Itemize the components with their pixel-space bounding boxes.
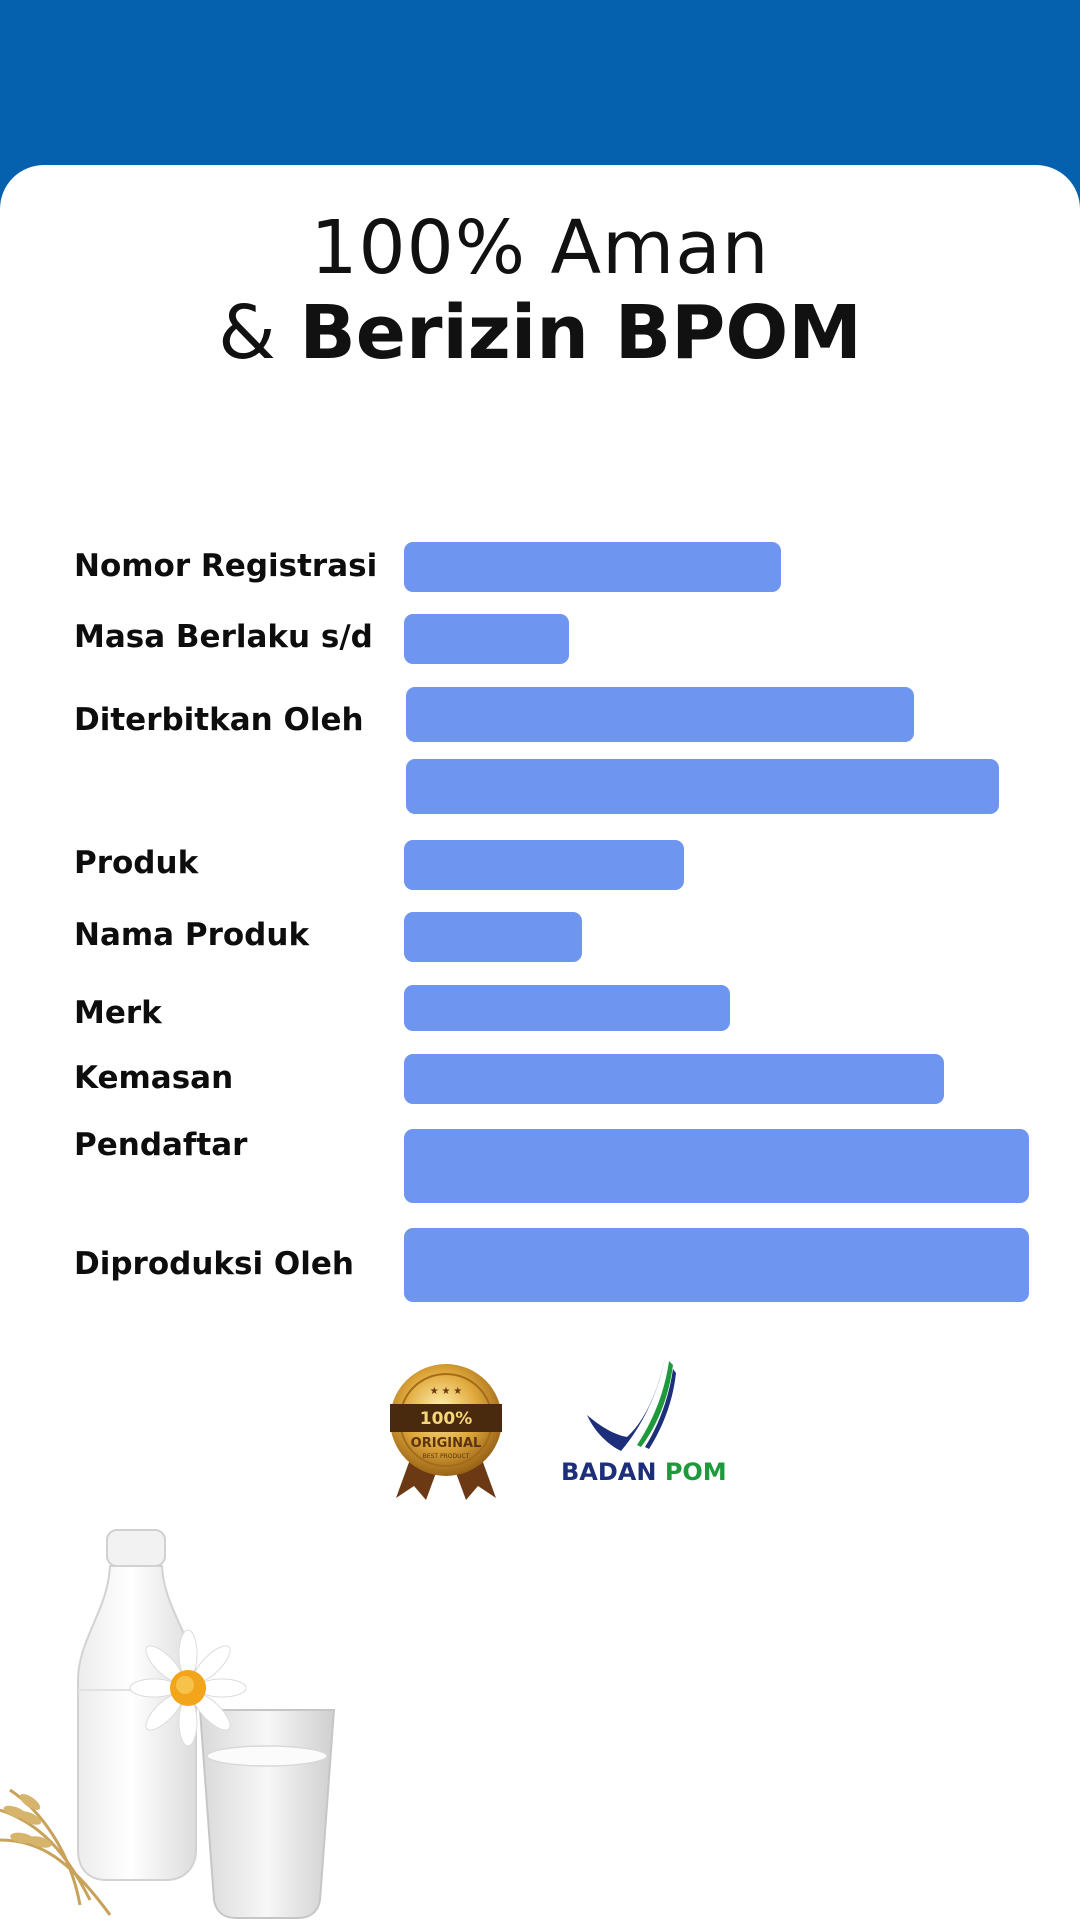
bpom-word-pom: POM [664, 1458, 727, 1486]
redacted-value-kemasan [404, 1054, 944, 1104]
badan-pom-wordmark [561, 1458, 727, 1486]
bpom-word-badan: BADAN [561, 1458, 657, 1486]
seal-original: ORIGINAL [410, 1436, 482, 1451]
label-merk: Merk [74, 995, 162, 1031]
seal-percent: 100% [419, 1409, 473, 1429]
seal-sub: BEST PRODUCT [422, 1453, 470, 1460]
original-seal-icon [382, 1358, 510, 1502]
redacted-value-diterbitkan-oleh-1 [406, 687, 914, 742]
title-line-2 [0, 290, 1080, 376]
svg-text:★ ★ ★: ★ ★ ★ [429, 1386, 463, 1397]
redacted-value-nomor-registrasi [404, 542, 781, 592]
redacted-value-masa-berlaku [404, 614, 569, 664]
redacted-value-merk [404, 985, 730, 1031]
label-masa-berlaku: Masa Berlaku s/d [74, 619, 373, 655]
label-nomor-registrasi: Nomor Registrasi [74, 548, 378, 584]
redacted-value-diproduksi-oleh [404, 1228, 1029, 1302]
redacted-value-diterbitkan-oleh-2 [406, 759, 999, 814]
label-diterbitkan-oleh: Diterbitkan Oleh [74, 702, 364, 738]
label-produk: Produk [74, 845, 199, 881]
milk-bottle-glass-illustration [0, 1520, 360, 1920]
redacted-value-pendaftar [404, 1129, 1029, 1203]
label-pendaftar: Pendaftar [74, 1127, 248, 1163]
label-kemasan: Kemasan [74, 1060, 234, 1096]
redacted-value-nama-produk [404, 912, 582, 962]
label-diproduksi-oleh: Diproduksi Oleh [74, 1246, 354, 1282]
title-line-1: 100% Aman [310, 205, 770, 291]
redacted-value-produk [404, 840, 684, 890]
label-nama-produk: Nama Produk [74, 917, 310, 953]
title-ampersand: & [218, 290, 276, 376]
title-strong: Berizin BPOM [299, 290, 862, 376]
